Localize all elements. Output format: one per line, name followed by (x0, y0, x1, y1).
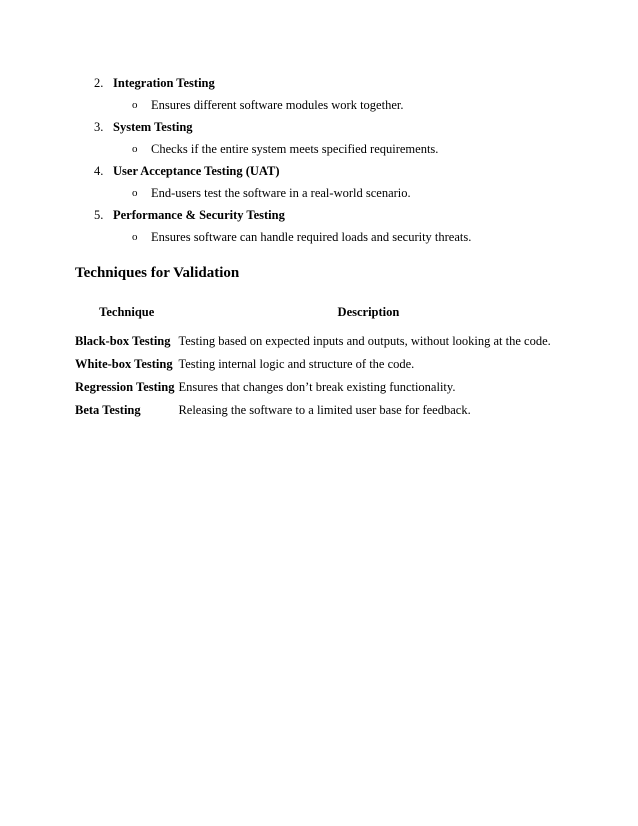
table-row (75, 379, 558, 402)
description-cell: Testing based on expected inputs and outputs, without looking at the code. (178, 334, 551, 348)
sub-bullet-icon: o (132, 143, 138, 155)
list-number: 2. (94, 76, 104, 90)
description-cell: Releasing the software to a limited user base for feedback. (178, 403, 471, 417)
technique-cell: Beta Testing (75, 403, 141, 417)
table-row (75, 333, 558, 356)
sub-bullet-icon: o (132, 187, 138, 199)
description-cell: Testing internal logic and structure of the code. (178, 357, 415, 371)
list-number: 5. (94, 208, 104, 222)
validation-techniques-table (75, 304, 558, 425)
sub-text: Ensures software can handle required loads and security threats. (151, 230, 472, 244)
list-title: System Testing (113, 120, 193, 134)
list-title: User Acceptance Testing (UAT) (113, 164, 280, 178)
list-title: Integration Testing (113, 76, 215, 90)
table-header-row (75, 304, 558, 333)
list-number: 3. (94, 120, 104, 134)
table-row (75, 356, 558, 379)
table-row (75, 402, 558, 425)
list-title: Performance & Security Testing (113, 208, 285, 222)
section-heading-validation: Techniques for Validation (75, 265, 240, 281)
sub-text: End-users test the software in a real-world scenario. (151, 186, 411, 200)
description-cell: Ensures that changes don’t break existing functionality. (178, 380, 456, 394)
sub-text: Ensures different software modules work together. (151, 98, 404, 112)
header-description: Description (337, 305, 400, 319)
sub-bullet-icon: o (132, 231, 138, 243)
technique-cell: Black-box Testing (75, 334, 171, 348)
list-number: 4. (94, 164, 104, 178)
sub-bullet-icon: o (132, 99, 138, 111)
technique-cell: White-box Testing (75, 357, 173, 371)
header-technique: Technique (99, 305, 155, 319)
sub-text: Checks if the entire system meets specified requirements. (151, 142, 439, 156)
technique-cell: Regression Testing (75, 380, 175, 394)
